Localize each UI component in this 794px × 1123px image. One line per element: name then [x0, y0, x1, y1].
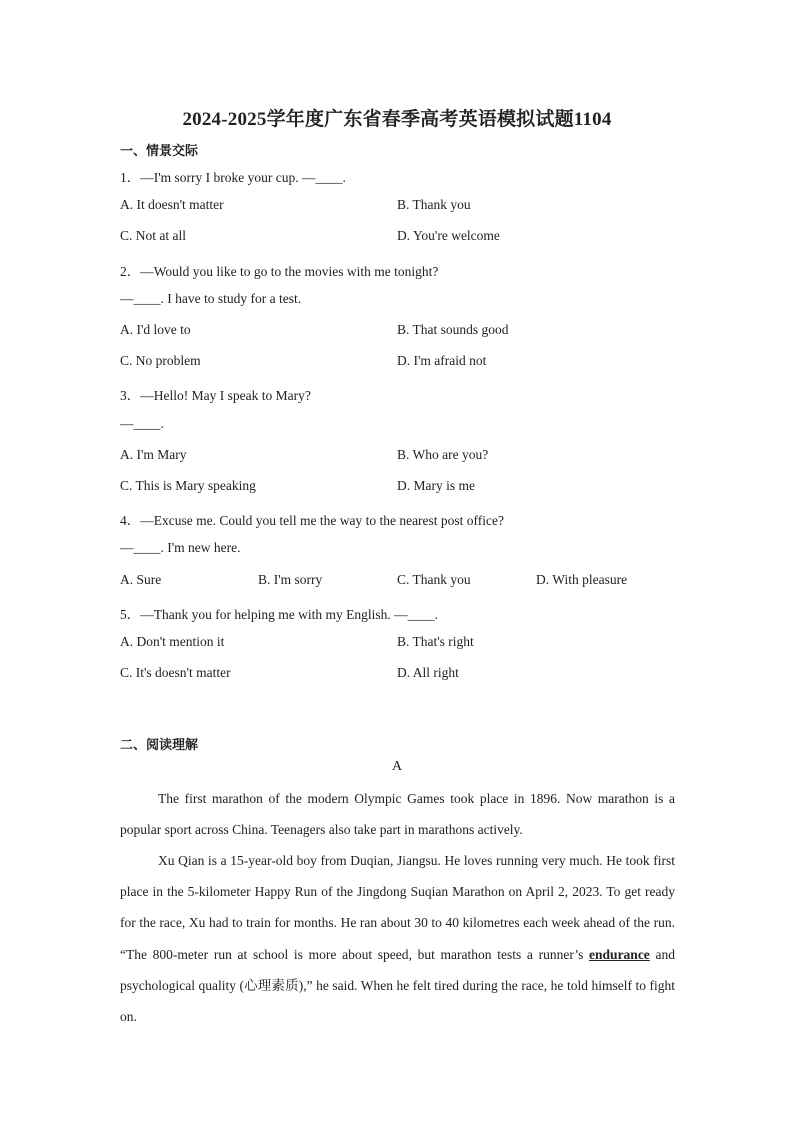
question-1-option-d: D. You're welcome: [397, 228, 500, 243]
paragraph-1-text: The first marathon of the modern Olympic Games took place in 1896. Now marathon is a popular sport across China. Teenagers also take part in marathons actively.: [120, 791, 675, 838]
question-5-option-c: C. It's doesn't matter: [120, 665, 231, 680]
question-5-option-b: B. That's right: [397, 634, 474, 649]
passage-label: A: [391, 759, 403, 774]
question-3-stem: 3．—Hello! May I speak to Mary?: [120, 388, 311, 403]
question-1-option-b: B. Thank you: [397, 197, 471, 212]
question-2-stem: 2．—Would you like to go to the movies with me tonight?: [120, 264, 439, 279]
question-4-stem: 4．—Excuse me. Could you tell me the way to the nearest post office?: [120, 513, 505, 528]
paragraph-2-text-start: Xu Qian is a 15-year-old boy from Duqian, Jiangsu. He loves running very much. He took first place in the 5-kilometer Happy Run of the Jingdong Suqian Marathon on April 2, 2023. To get ready for the race, Xu had to train for months. He ran about 30 to 40 kilometres each week ahead of the run. “The 800-meter run at school is more about speed, but marathon tests a runner’s: [120, 853, 675, 962]
question-4-option-b: B. I'm sorry: [258, 572, 323, 587]
question-4-option-c: C. Thank you: [397, 572, 471, 587]
passage-paragraph-1: [120, 783, 675, 845]
question-3-response: —____.: [120, 416, 164, 431]
question-2-option-d: D. I'm afraid not: [397, 353, 487, 368]
paragraph-2-text-end: and psychological quality (心理素质),” he said. When he felt tired during the race, he told himself to fight on.: [120, 946, 675, 1025]
question-3-option-b: B. Who are you?: [397, 447, 489, 462]
page-title: 2024-2025学年度广东省春季高考英语模拟试题1104: [182, 109, 612, 130]
passage-paragraph-2: [120, 845, 675, 1032]
question-5-stem: 5．—Thank you for helping me with my English. —____.: [120, 607, 438, 622]
question-5-option-a: A. Don't mention it: [120, 634, 225, 649]
question-2-option-b: B. That sounds good: [397, 322, 509, 337]
question-3-option-c: C. This is Mary speaking: [120, 478, 256, 493]
question-2-response: —____. I have to study for a test.: [120, 291, 302, 306]
section-heading-dialogue: 一、情景交际: [120, 143, 199, 158]
question-1-option-c: C. Not at all: [120, 228, 186, 243]
question-4-response: —____. I'm new here.: [120, 540, 241, 555]
question-1-option-a: A. It doesn't matter: [120, 197, 224, 212]
question-4-option-d: D. With pleasure: [536, 572, 628, 587]
question-1-stem: 1．—I'm sorry I broke your cup. —____.: [120, 170, 346, 185]
question-4-option-a: A. Sure: [120, 572, 162, 587]
question-5-option-d: D. All right: [397, 665, 459, 680]
question-3-option-d: D. Mary is me: [397, 478, 475, 493]
question-2-option-a: A. I'd love to: [120, 322, 191, 337]
section-heading-reading: 二、阅读理解: [120, 737, 199, 752]
question-2-option-c: C. No problem: [120, 353, 201, 368]
underlined-word: endurance: [589, 946, 650, 962]
question-3-option-a: A. I'm Mary: [120, 447, 187, 462]
